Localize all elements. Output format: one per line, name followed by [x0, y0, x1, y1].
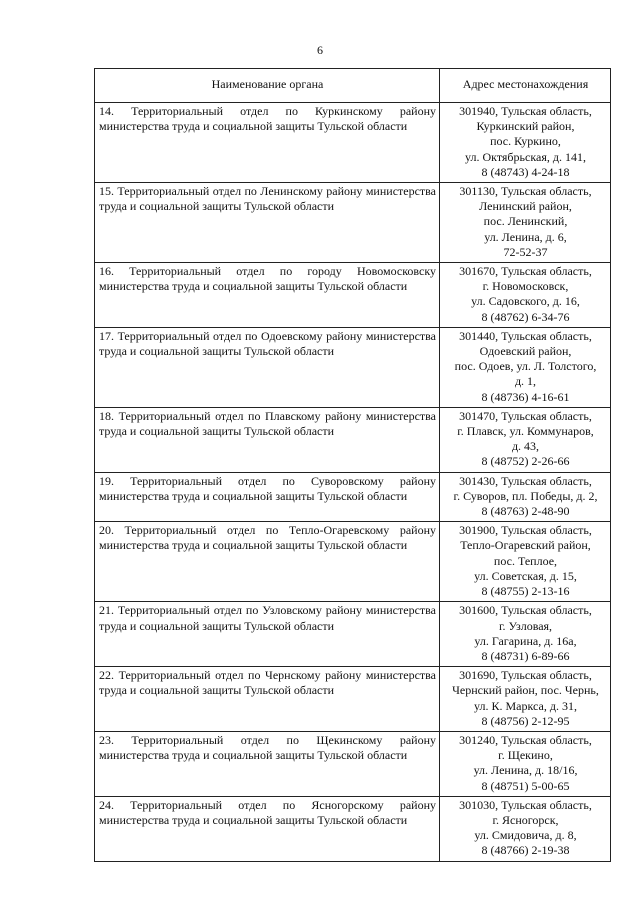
address-line: ул. Советская, д. 15, [474, 568, 577, 583]
address-line: 301030, Тульская область, [459, 797, 592, 812]
address-line: пос. Куркино, [490, 134, 561, 149]
organ-name-cell: 17. Территориальный отдел по Одоевскому району министерства труда и социальной защиты Тульской области [95, 327, 440, 407]
address-line: ул. К. Маркса, д. 31, [474, 698, 577, 713]
address-line: пос. Теплое, [493, 553, 558, 568]
address-line: 301430, Тульская область, [459, 473, 592, 488]
address-line: Ленинский район, [479, 199, 572, 214]
address-line: ул. Гагарина, д. 16а, [474, 633, 577, 648]
address-line: 8 (48743) 4-24-18 [481, 164, 570, 179]
address-line: ул. Ленина, д. 18/16, [473, 763, 578, 778]
address-line: ул. Смидовича, д. 8, [474, 828, 577, 843]
table-row [95, 472, 611, 522]
address-line: г. Плавск, ул. Коммунаров, [457, 424, 594, 439]
address-line: пос. Ленинский, [483, 214, 568, 229]
organ-name-cell: 21. Территориальный отдел по Узловскому району министерства труда и социальной защиты Тульской области [95, 602, 440, 667]
organ-name-cell: 18. Территориальный отдел по Плавскому району министерства труда и социальной защиты Тульской области [95, 407, 440, 472]
column-header-name: Наименование органа [95, 69, 440, 103]
table-row [95, 731, 611, 796]
address-line: 8 (48762) 6-34-76 [481, 309, 570, 324]
address-cell [440, 796, 611, 861]
organ-name-cell: 23. Территориальный отдел по Щекинскому району министерства труда и социальной защиты Тульской области [95, 731, 440, 796]
address-line: г. Ясногорск, [492, 812, 559, 827]
table-body [95, 103, 611, 862]
organ-name-cell: 15. Территориальный отдел по Ленинскому району министерства труда и социальной защиты Тульской области [95, 183, 440, 263]
page-number: 6 [317, 43, 323, 57]
table-header [95, 69, 611, 103]
address-line: 301900, Тульская область, [459, 523, 592, 538]
address-line: д. 1, [514, 374, 537, 389]
address-cell [440, 602, 611, 667]
address-line: 301670, Тульская область, [459, 264, 592, 279]
address-cell [440, 327, 611, 407]
table-row [95, 796, 611, 861]
address-line: 301240, Тульская область, [459, 732, 592, 747]
address-cell [440, 103, 611, 183]
address-line: 301690, Тульская область, [459, 668, 592, 683]
address-line: пос. Одоев, ул. Л. Толстого, [454, 359, 597, 374]
table-row [95, 183, 611, 263]
address-line: 8 (48755) 2-13-16 [481, 584, 570, 599]
address-line: 8 (48736) 4-16-61 [481, 389, 570, 404]
address-line: ул. Ленина, д. 6, [484, 229, 567, 244]
address-cell [440, 731, 611, 796]
address-line: ул. Октябрьская, д. 141, [465, 149, 586, 164]
territorial-offices-table [94, 68, 611, 862]
address-line: 301600, Тульская область, [459, 603, 592, 618]
address-line: 8 (48763) 2-48-90 [481, 504, 570, 519]
address-line: 301470, Тульская область, [459, 408, 592, 423]
address-cell [440, 667, 611, 732]
table-row [95, 667, 611, 732]
table-row [95, 103, 611, 183]
address-cell [440, 407, 611, 472]
address-line: ул. Садовского, д. 16, [471, 294, 580, 309]
column-header-address: Адрес местонахождения [440, 69, 611, 103]
organ-name-cell: 16. Территориальный отдел по городу Новомосковску министерства труда и социальной защиты Тульской области [95, 263, 440, 328]
address-cell [440, 522, 611, 602]
address-cell [440, 263, 611, 328]
address-line: 8 (48766) 2-19-38 [481, 843, 570, 858]
address-line: 8 (48751) 5-00-65 [481, 778, 570, 793]
address-line: Тепло-Огаревский район, [460, 538, 591, 553]
address-line: г. Щекино, [498, 748, 553, 763]
organ-name-cell: 19. Территориальный отдел по Суворовскому району министерства труда и социальной защиты Тульской области [95, 472, 440, 522]
table-row [95, 407, 611, 472]
table-row [95, 602, 611, 667]
address-line: 301130, Тульская область, [459, 184, 592, 199]
address-line: 301440, Тульская область, [459, 328, 592, 343]
header-row [95, 69, 611, 103]
address-line: г. Новомосковск, [482, 279, 569, 294]
organ-name-cell: 14. Территориальный отдел по Куркинскому району министерства труда и социальной защиты Тульской области [95, 103, 440, 183]
address-line: Куркинский район, [476, 119, 575, 134]
organ-name-cell: 22. Территориальный отдел по Чернскому району министерства труда и социальной защиты Тульской области [95, 667, 440, 732]
address-cell [440, 472, 611, 522]
address-line: Чернский район, пос. Чернь, [452, 683, 599, 698]
address-line: 72-52-37 [503, 244, 548, 259]
address-line: г. Суворов, пл. Победы, д. 2, [453, 488, 598, 503]
organ-name-cell: 20. Территориальный отдел по Тепло-Огаревскому району министерства труда и социальной защиты Тульской области [95, 522, 440, 602]
table-row [95, 263, 611, 328]
address-line: 8 (48731) 6-89-66 [481, 648, 570, 663]
address-cell [440, 183, 611, 263]
address-line: г. Узловая, [498, 618, 553, 633]
address-line: 8 (48756) 2-12-95 [481, 713, 570, 728]
address-line: д. 43, [511, 439, 540, 454]
table-row [95, 327, 611, 407]
address-line: 8 (48752) 2-26-66 [481, 454, 570, 469]
address-line: 301940, Тульская область, [459, 104, 592, 118]
organ-name-cell: 24. Территориальный отдел по Ясногорскому району министерства труда и социальной защиты Тульской области [95, 796, 440, 861]
table-row [95, 522, 611, 602]
address-line: Одоевский район, [479, 344, 572, 359]
